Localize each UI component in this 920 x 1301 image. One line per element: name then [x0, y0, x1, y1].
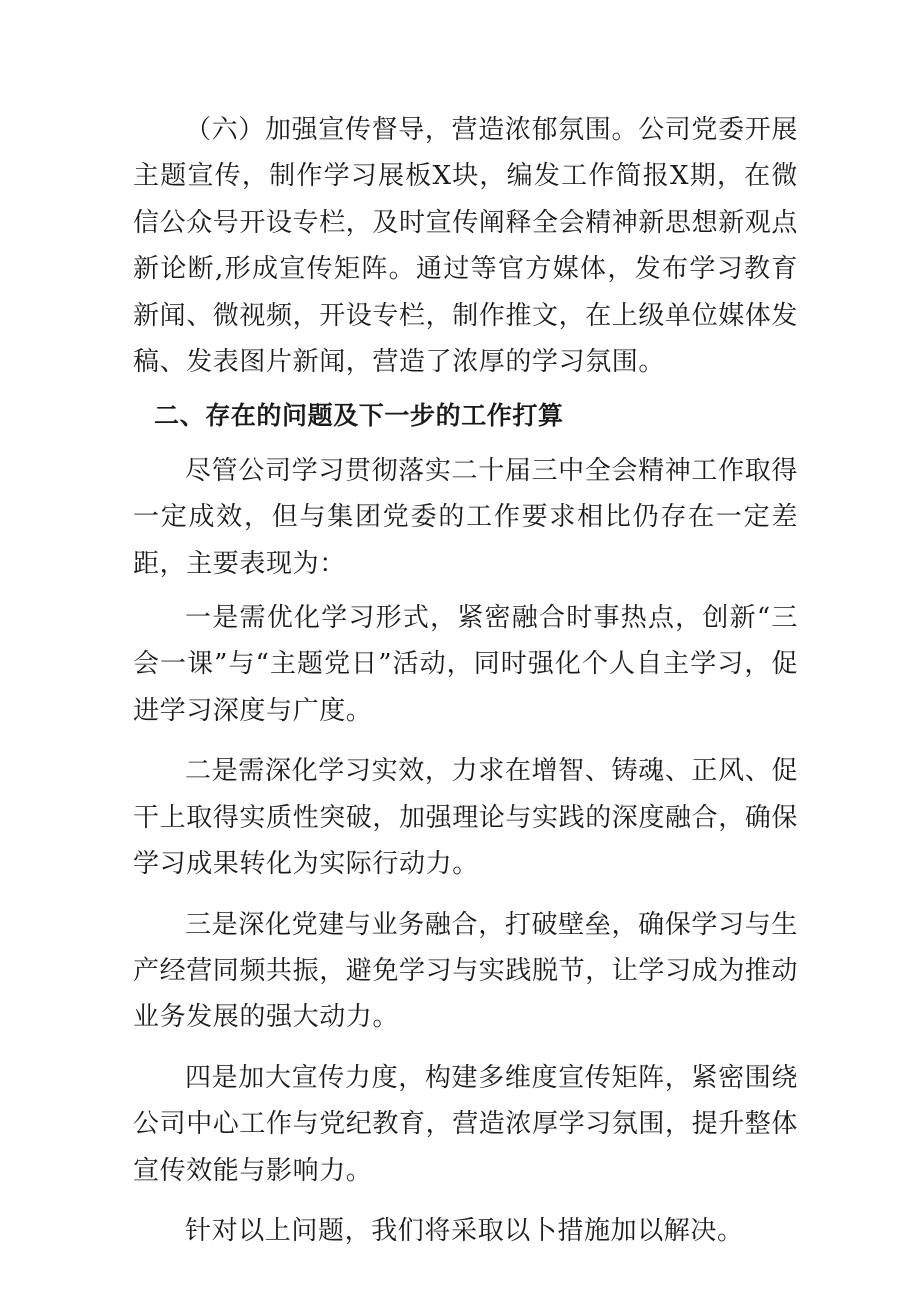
paragraph-section-six: （六）加强宣传督导，营造浓郁氛围。公司党委开展主题宣传，制作学习展板X块，编发工作简报X期，在微信公众号开设专栏，及时宣传阐释全会精神新思想新观点新论断,形成宣传矩阵。通过等官方媒体，发布学习教育新闻、微视频，开设专栏，制作推文，在上级单位媒体发稿、发表图片新闻，营造了浓厚的学习氛围。: [133, 115, 799, 378]
paragraph-point-one: 一是需优化学习形式，紧密融合时事热点，创新“三会一课”与“主题党日”活动，同时强化个人自主学习，促进学习深度与广度。: [133, 603, 798, 726]
paragraph-closing: 针对以上问题，我们将采取以卜措施加以解决。: [185, 1215, 744, 1246]
section-heading-problems: 二、存在的问题及下一步的工作打算: [154, 401, 564, 431]
paragraph-intro: 尽管公司学习贯彻落实二十届三中全会精神工作取得一定成效，但与集团党委的工作要求相比仍存在一定差距，主要表现为：: [133, 455, 798, 579]
paragraph-point-three: 三是深化党建与业务融合，打破壁垒，确保学习与生产经营同频共振，避免学习与实践脱节，让学习成为推动业务发展的强大动力。: [133, 909, 799, 1033]
paragraph-point-four: 四是加大宣传力度，构建多维度宣传矩阵，紧密围绕公司中心工作与党纪教育，营造浓厚学习氛围，提升整体宣传效能与影响力。: [133, 1062, 799, 1186]
document-body: [133, 107, 798, 1254]
paragraph-point-two: 二是需深化学习实效，力求在增智、铸魂、正风、促干上取得实质性突破，加强理论与实践的深度融合，确保学习成果转化为实际行动力。: [133, 756, 799, 880]
